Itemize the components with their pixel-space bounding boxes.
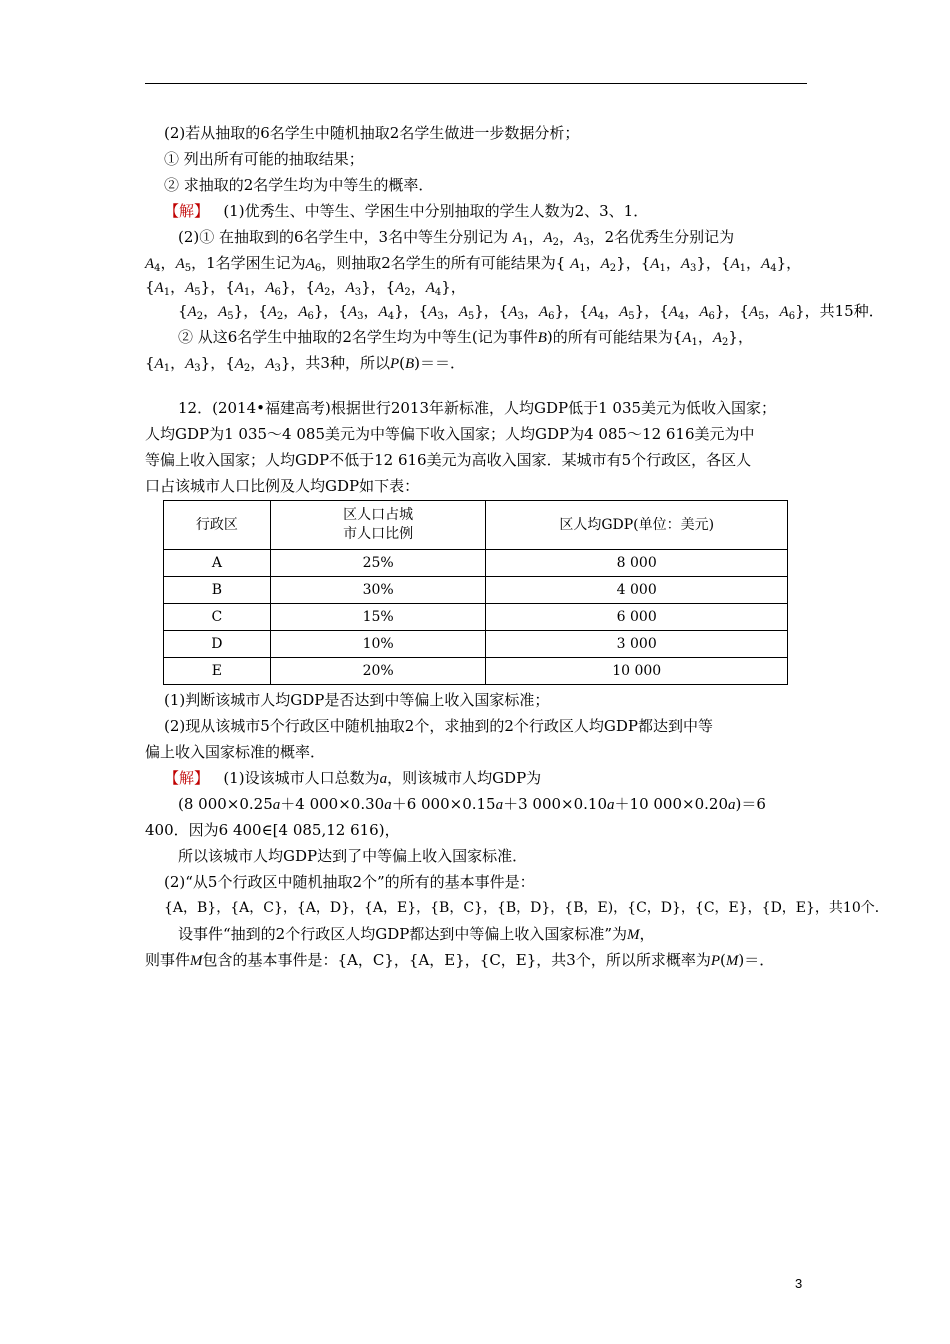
- table-header-district: 行政区: [164, 501, 271, 550]
- table-cell-gdp: 4 000: [486, 577, 788, 604]
- solution2-line1: 【解】 (1)设该城市人口总数为a，则该城市人均GDP为: [164, 769, 542, 787]
- solution1-line7: {$A_1$，$A_3$}，{$A_2$，$A_3$}，共3种，所以P(B)＝＝．: [145, 354, 466, 374]
- solution-tag: 【解】: [164, 202, 210, 220]
- table-cell-district: D: [164, 631, 271, 658]
- solution2-line4: 所以该城市人均GDP达到了中等偏上收入国家标准．: [178, 847, 528, 865]
- solution1-line5: {$A_2$，$A_5$}，{$A_2$，$A_6$}，{$A_3$，$A_4$}，{$A_3$，$A_5$}，{$A_3$，$A_6$}，{$A_4$，$A_5$}，{$A_4$，$A_6$}，{$A_5$，$A_6$}，共15种．: [178, 302, 884, 322]
- table-cell-ratio: 30%: [270, 577, 486, 604]
- table-cell-ratio: 15%: [270, 604, 486, 631]
- question-part2-item2: ② 求抽取的2名学生均为中等生的概率．: [164, 176, 434, 194]
- header-rule: [145, 83, 807, 84]
- solution2-line5: (2)“从5个行政区中随机抽取2个”的所有的基本事件是：: [164, 873, 535, 891]
- question12-line3: 等偏上收入国家；人均GDP不低于12 616美元为高收入国家．某城市有5个行政区，各区人: [145, 451, 752, 469]
- table-cell-gdp: 3 000: [486, 631, 788, 658]
- table-cell-gdp: 6 000: [486, 604, 788, 631]
- table-row: [164, 604, 788, 631]
- table-cell-gdp: 10 000: [486, 658, 788, 685]
- solution1-line4: {$A_1$，$A_5$}，{$A_1$，$A_6$}，{$A_2$，$A_3$}，{$A_2$，$A_4$}，: [145, 278, 466, 298]
- question12-part2-cont: 偏上收入国家标准的概率．: [145, 743, 326, 761]
- question12-line4: 口占该城市人口比例及人均GDP如下表：: [145, 477, 420, 495]
- table-cell-ratio: 10%: [270, 631, 486, 658]
- table-row: [164, 658, 788, 685]
- question12-line2: 人均GDP为1 035～4 085美元为中等偏下收入国家；人均GDP为4 085～12 616美元为中: [145, 425, 755, 443]
- solution2-line7: 设事件“抽到的2个行政区人均GDP都达到中等偏上收入国家标准”为M，: [178, 925, 655, 943]
- solution2-line8: 则事件M包含的基本事件是：{A，C}，{A，E}，{C，E}，共3个，所以所求概率为P(M)＝．: [145, 951, 775, 969]
- solution2-line2: (8 000×0.25a＋4 000×0.30a＋6 000×0.15a＋3 000×0.10a＋10 000×0.20a)＝6: [178, 795, 766, 813]
- question-part2: (2)若从抽取的6名学生中随机抽取2名学生做进一步数据分析；: [164, 124, 580, 142]
- table-cell-gdp: 8 000: [486, 550, 788, 577]
- solution1-line6: ② 从这6名学生中抽取的2名学生均为中等生(记为事件B)的所有可能结果为{$A_1$，$A_2$}，: [178, 328, 753, 348]
- gdp-table: [163, 500, 788, 685]
- table-header-gdp: 区人均GDP(单位：美元): [486, 501, 788, 550]
- table-cell-district: C: [164, 604, 271, 631]
- table-header-row: [164, 501, 788, 550]
- table-row: [164, 577, 788, 604]
- table-cell-ratio: 25%: [270, 550, 486, 577]
- solution-tag: 【解】: [164, 769, 210, 787]
- solution1-line2: (2)① 在抽取到的6名学生中，3名中等生分别记为 $A_1$，$A_2$，$A_3$，2名优秀生分别记为: [178, 228, 735, 248]
- table-row: [164, 550, 788, 577]
- table-header-ratio: 区人口占城 市人口比例: [270, 501, 486, 550]
- solution2-line3: 400．因为6 400∈[4 085,12 616)，: [145, 821, 400, 839]
- question12-part2: (2)现从该城市5个行政区中随机抽取2个，求抽到的2个行政区人均GDP都达到中等: [164, 717, 713, 735]
- table-cell-ratio: 20%: [270, 658, 486, 685]
- solution1-line3: $A_4$，$A_5$，1名学困生记为$A_6$，则抽取2名学生的所有可能结果为{ $A_1$，$A_2$}，{$A_1$，$A_3$}，{$A_1$，$A_4$}，: [145, 254, 802, 274]
- question-part2-item1: ① 列出所有可能的抽取结果；: [164, 150, 364, 168]
- solution1-line1: 【解】 (1)优秀生、中等生、学困生中分别抽取的学生人数为2、3、1．: [164, 202, 649, 220]
- table-cell-district: A: [164, 550, 271, 577]
- solution2-line6: {A，B}，{A，C}，{A，D}，{A，E}，{B，C}，{B，D}，{B，E)，{C，D}，{C，E}，{D，E}，共10个．: [164, 900, 889, 916]
- question12-part1: (1)判断该城市人均GDP是否达到中等偏上收入国家标准；: [164, 691, 550, 709]
- table-cell-district: B: [164, 577, 271, 604]
- table-cell-district: E: [164, 658, 271, 685]
- page-number: 3: [795, 1276, 803, 1291]
- table-row: [164, 631, 788, 658]
- question12-line1: 12．(2014•福建高考)根据世行2013年新标准，人均GDP低于1 035美元为低收入国家；: [178, 399, 777, 417]
